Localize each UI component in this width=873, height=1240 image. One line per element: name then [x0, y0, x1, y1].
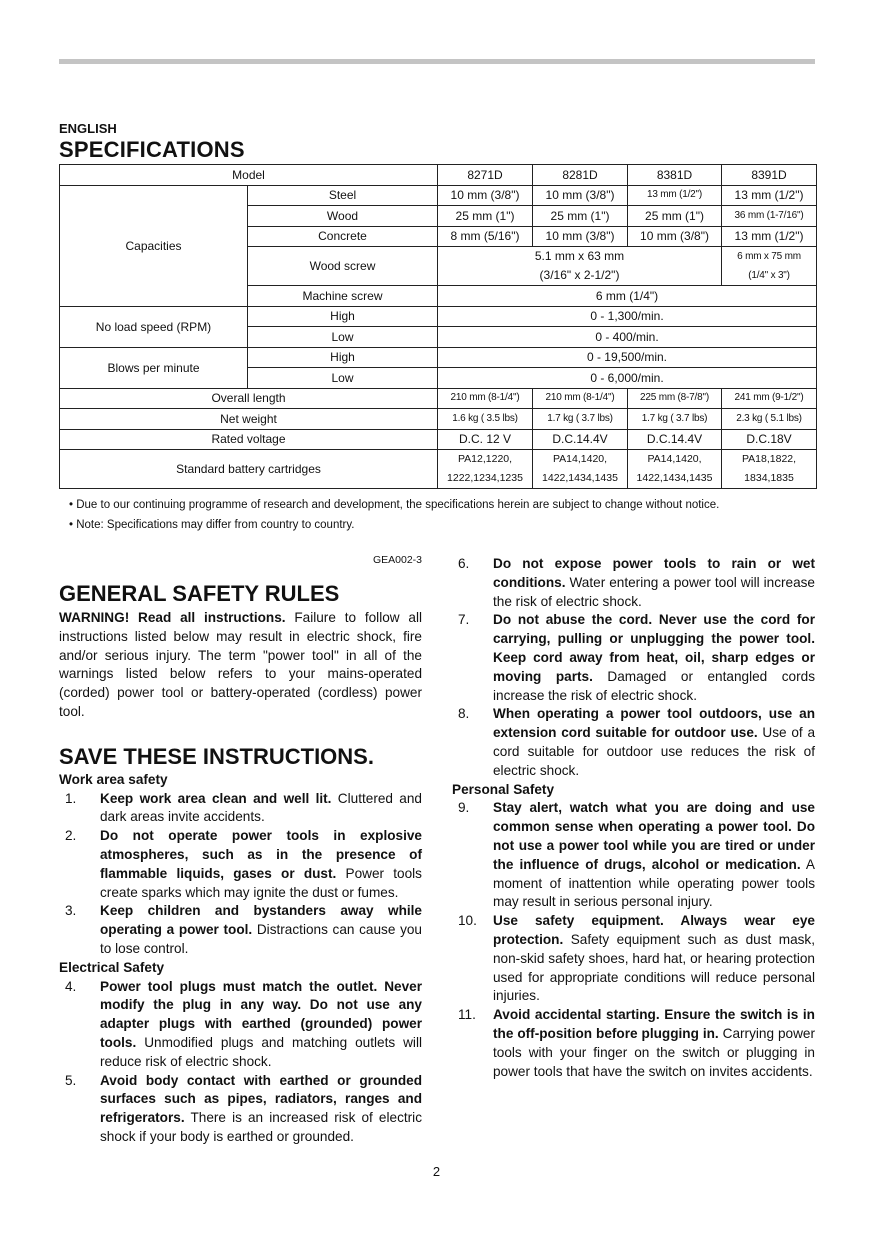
- item-bold: When operating a power tool outdoors, use an extension cord suitable for outdoor use.: [493, 706, 815, 741]
- item-number: 6.: [458, 556, 470, 571]
- item-number: 2.: [65, 828, 77, 844]
- electrical-safety-heading: Electrical Safety: [59, 959, 165, 975]
- item-text: [493, 912, 815, 1006]
- table-row-speed-high: [60, 306, 817, 327]
- table-cell: 10 mm (3/8"): [533, 185, 628, 206]
- table-cell: [722, 247, 817, 286]
- high-label: High: [248, 306, 438, 327]
- item-text: [493, 1006, 815, 1081]
- battery-line1: PA18,1822,: [741, 453, 797, 465]
- item-number: 3.: [65, 903, 77, 919]
- wood-screw-value-line2: (3/16" x 2-1/2"): [539, 268, 620, 282]
- table-cell: 25 mm (1"): [628, 206, 722, 227]
- list-item: [59, 978, 422, 1072]
- overall-length-label: Overall length: [60, 388, 438, 409]
- table-cell: 10 mm (3/8"): [628, 226, 722, 247]
- item-body: Carrying power tools with your finger on the switch or plugging in power tools that have the switch on invites accidents.: [493, 1025, 815, 1079]
- note-country-differ: • Note: Specifications may differ from country to country.: [69, 519, 355, 531]
- machine-screw-label: Machine screw: [248, 286, 438, 307]
- item-text: [100, 978, 422, 1072]
- item-bold: Keep work area clean and well lit.: [100, 790, 332, 806]
- item-text: [493, 555, 815, 611]
- item-body: Cluttered and dark areas invite accidents.: [100, 790, 422, 825]
- list-item: [452, 912, 815, 1006]
- warning-text: Failure to follow all instructions listed below may result in electric shock, fire and/or serious injury. The term "power tool" in all of the warnings listed below refers to your mains-operated (corded) power tool or battery-operated (cordless) power tool.: [59, 610, 422, 719]
- top-rule: [59, 59, 815, 64]
- list-item: [452, 1006, 815, 1081]
- table-row-rated-voltage: [60, 429, 817, 450]
- model-cell: 8391D: [722, 165, 817, 186]
- wood-screw-value-line2: (1/4" x 3"): [748, 270, 790, 281]
- item-body: Unmodified plugs and matching outlets will reduce risk of electric shock.: [100, 1034, 422, 1069]
- warning-bold: WARNING! Read all instructions.: [59, 610, 286, 625]
- save-instructions-heading: SAVE THESE INSTRUCTIONS.: [59, 743, 374, 769]
- specifications-table: [59, 164, 817, 489]
- table-row-steel: [60, 185, 817, 206]
- item-bold: Use safety equipment. Always wear eye protection.: [493, 913, 815, 947]
- table-cell: 210 mm (8-1/4"): [533, 388, 628, 409]
- table-cell: 10 mm (3/8"): [533, 226, 628, 247]
- model-cell: 8281D: [533, 165, 628, 186]
- item-body: Safety equipment such as dust mask, non-skid safety shoes, hard hat, or hearing protection used for appropriate conditions will reduce personal injuries.: [493, 931, 815, 1004]
- table-cell: 13 mm (1/2"): [722, 185, 817, 206]
- item-bold: Do not operate power tools in explosive atmospheres, such as in the presence of flammable liquids, gases or dust.: [100, 828, 422, 881]
- table-row-overall-length: [60, 388, 817, 409]
- item-number: 7.: [458, 612, 470, 628]
- rated-voltage-label: Rated voltage: [60, 429, 438, 450]
- wood-screw-value-line1: 5.1 mm x 63 mm: [534, 249, 625, 263]
- list-item: [59, 902, 422, 958]
- right-column: [452, 555, 815, 1081]
- battery-cartridges-label: Standard battery cartridges: [60, 450, 438, 489]
- item-number: 10.: [458, 913, 477, 929]
- item-text: [100, 1072, 422, 1147]
- language-label: ENGLISH: [59, 121, 117, 136]
- item-bold: Keep children and bystanders away while operating a power tool.: [100, 903, 422, 938]
- left-column: [59, 553, 422, 1147]
- wood-screw-label: Wood screw: [248, 247, 438, 286]
- wood-label: Wood: [248, 206, 438, 227]
- table-cell: 0 - 19,500/min.: [438, 347, 817, 368]
- item-body: Water entering a power tool will increase the risk of electric shock.: [493, 574, 815, 609]
- table-cell: 1.7 kg ( 3.7 lbs): [628, 409, 722, 430]
- item-number: 9.: [458, 800, 470, 816]
- list-item: [59, 827, 422, 902]
- table-cell: [438, 247, 722, 286]
- item-number: 5.: [65, 1072, 77, 1088]
- page-number: 2: [432, 1164, 441, 1179]
- table-row-batteries: [60, 450, 817, 489]
- battery-line2: 1222,1234,1235: [447, 472, 523, 484]
- personal-safety-heading: Personal Safety: [452, 781, 554, 797]
- table-cell: D.C.14.4V: [628, 429, 722, 450]
- capacities-label: Capacities: [60, 185, 248, 306]
- battery-line2: 1422,1434,1435: [636, 472, 713, 484]
- specifications-heading: SPECIFICATIONS: [59, 137, 245, 162]
- table-cell: [722, 450, 817, 489]
- table-cell: 13 mm (1/2"): [628, 185, 722, 206]
- battery-line2: 1422,1434,1435: [542, 472, 618, 484]
- table-cell: 6 mm (1/4"): [438, 286, 817, 307]
- document-code: GEA002-3: [372, 554, 422, 566]
- item-text: [100, 902, 422, 958]
- steel-label: Steel: [248, 185, 438, 206]
- low-label: Low: [248, 327, 438, 348]
- table-cell: 210 mm (8-1/4"): [438, 388, 533, 409]
- high-label: High: [248, 347, 438, 368]
- item-number: 1.: [65, 790, 77, 806]
- work-area-safety-heading: Work area safety: [59, 771, 168, 787]
- item-body: There is an increased risk of electric shock if your body is earthed or grounded.: [100, 1110, 422, 1144]
- item-bold: Do not abuse the cord. Never use the cord for carrying, pulling or unplugging the power tool. Keep cord away from heat, oil, sharp edges or moving parts.: [493, 612, 815, 684]
- table-cell: D.C. 12 V: [438, 429, 533, 450]
- battery-line2: 1834,1835: [744, 472, 794, 484]
- item-bold: Avoid accidental starting. Ensure the switch is in the off-position before plugging in.: [493, 1007, 815, 1041]
- table-cell: 2.3 kg ( 5.1 lbs): [722, 409, 817, 430]
- table-cell: [438, 450, 533, 489]
- table-cell: 36 mm (1-7/16"): [722, 206, 817, 227]
- table-cell: 1.6 kg ( 3.5 lbs): [438, 409, 533, 430]
- table-cell: 13 mm (1/2"): [722, 226, 817, 247]
- wood-screw-value-line1: 6 mm x 75 mm: [737, 251, 801, 262]
- list-item: [452, 555, 815, 611]
- item-number: 8.: [458, 706, 470, 722]
- table-row-net-weight: [60, 409, 817, 430]
- warning-paragraph: [59, 609, 422, 722]
- table-cell: 10 mm (3/8"): [438, 185, 533, 206]
- list-item: [59, 790, 422, 828]
- item-number: 4.: [65, 978, 77, 994]
- general-safety-rules-heading: GENERAL SAFETY RULES: [59, 581, 340, 606]
- table-cell: 0 - 6,000/min.: [438, 368, 817, 389]
- table-cell: 25 mm (1"): [533, 206, 628, 227]
- item-body: Damaged or entangled cords increase the risk of electric shock.: [493, 668, 815, 703]
- item-text: [100, 790, 422, 828]
- battery-line1: PA14,1420,: [552, 453, 608, 465]
- model-cell: 8381D: [628, 165, 722, 186]
- item-text: [493, 611, 815, 705]
- table-cell: 0 - 1,300/min.: [438, 306, 817, 327]
- item-text: [100, 827, 422, 902]
- list-item: [452, 799, 815, 912]
- no-load-speed-label: No load speed (RPM): [60, 306, 248, 347]
- battery-line1: PA12,1220,: [457, 453, 513, 465]
- note-specification-change: • Due to our continuing programme of research and development, the specifications herein are subject to change without notice.: [69, 499, 720, 511]
- low-label: Low: [248, 368, 438, 389]
- item-bold: Power tool plugs must match the outlet. Never modify the plug in any way. Do not use any adapter plugs with earthed (grounded) power tools.: [100, 978, 422, 1050]
- list-item: [59, 1072, 422, 1147]
- table-cell: 1.7 kg ( 3.7 lbs): [533, 409, 628, 430]
- item-text: [493, 705, 815, 780]
- table-cell: D.C.18V: [722, 429, 817, 450]
- table-cell: [533, 450, 628, 489]
- item-body: A moment of inattention while operating power tools may result in serious personal injury.: [493, 856, 816, 910]
- item-bold: Stay alert, watch what you are doing and use common sense when operating a power tool. Do not use a power tool while you are tired or under the influence of drugs, alcohol or medication.: [493, 800, 815, 872]
- concrete-label: Concrete: [248, 226, 438, 247]
- table-cell: [628, 450, 722, 489]
- table-cell: 241 mm (9-1/2"): [722, 388, 817, 409]
- table-row-blows-high: [60, 347, 817, 368]
- table-cell: 225 mm (8-7/8"): [628, 388, 722, 409]
- item-body: Power tools create sparks which may ignite the dust or fumes.: [100, 865, 422, 900]
- table-cell: 25 mm (1"): [438, 206, 533, 227]
- list-item: [452, 705, 815, 780]
- model-label: Model: [60, 165, 438, 186]
- blows-per-minute-label: Blows per minute: [60, 347, 248, 388]
- item-text: [493, 799, 815, 912]
- table-cell: 8 mm (5/16"): [438, 226, 533, 247]
- item-number: 11.: [458, 1007, 476, 1023]
- item-body: Use of a cord suitable for outdoor use reduces the risk of electric shock.: [493, 725, 816, 778]
- list-item: [452, 611, 815, 705]
- table-row-model: [60, 165, 817, 186]
- item-bold: Avoid body contact with earthed or grounded surfaces such as pipes, radiators, ranges and refrigerators.: [100, 1072, 422, 1126]
- net-weight-label: Net weight: [60, 409, 438, 430]
- model-cell: 8271D: [438, 165, 533, 186]
- battery-line1: PA14,1420,: [647, 453, 702, 465]
- table-cell: D.C.14.4V: [533, 429, 628, 450]
- table-cell: 0 - 400/min.: [438, 327, 817, 348]
- item-bold: Do not expose power tools to rain or wet conditions.: [493, 556, 815, 590]
- item-body: Distractions can cause you to lose control.: [100, 922, 422, 956]
